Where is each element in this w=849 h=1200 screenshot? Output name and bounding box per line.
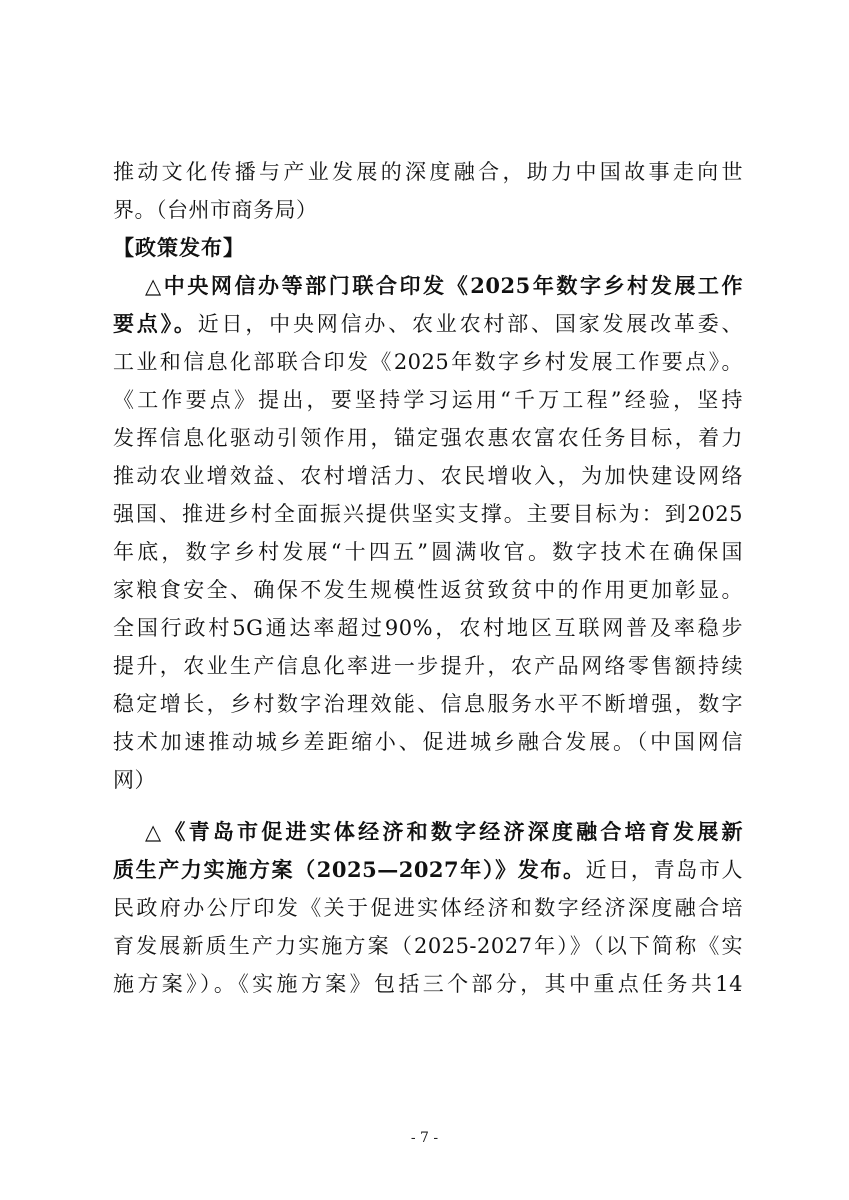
item1-title: △中央网信办等部门联合印发《2025年数字乡村发展工作 bbox=[145, 273, 743, 298]
item1-line: 工业和信息化部联合印发《2025年数字乡村发展工作要点》。 bbox=[113, 350, 743, 374]
section-heading: 【政策发布】 bbox=[113, 235, 245, 260]
document-body bbox=[113, 153, 743, 1003]
item2-text: 近日，青岛市人 bbox=[585, 858, 743, 882]
item1-line: 技术加速推动城乡差距缩小、促进城乡融合发展。（中国网信 bbox=[113, 730, 743, 754]
paragraph-gap bbox=[113, 799, 743, 813]
item1-line: 强国、推进乡村全面振兴提供坚实支撑。主要目标为：到2025 bbox=[113, 502, 743, 526]
item2-title: △《青岛市促进实体经济和数字经济深度融合培育发展新 bbox=[145, 819, 743, 844]
item1-line: 网） bbox=[113, 768, 156, 792]
item1-text: 近日，中央网信办、农业农村部、国家发展改革委、 bbox=[197, 312, 744, 336]
item1-line: 《工作要点》提出，要坚持学习运用“千万工程”经验，坚持 bbox=[113, 388, 743, 412]
item1-line: 家粮食安全、确保不发生规模性返贫致贫中的作用更加彰显。 bbox=[113, 578, 743, 602]
item2-line: 民政府办公厅印发《关于促进实体经济和数字经济深度融合培 bbox=[113, 896, 743, 920]
item2-line bbox=[113, 851, 743, 889]
item1-line: 发挥信息化驱动引领作用，锚定强农惠农富农任务目标，着力 bbox=[113, 426, 743, 450]
item2-line: 施方案》）。《实施方案》包括三个部分，其中重点任务共14 bbox=[113, 972, 743, 996]
intro-line: 推动文化传播与产业发展的深度融合，助力中国故事走向世 bbox=[113, 160, 743, 184]
item1-line bbox=[113, 305, 743, 343]
item1-line: 年底，数字乡村发展“十四五”圆满收官。数字技术在确保国 bbox=[113, 540, 743, 564]
intro-line: 界。（台州市商务局） bbox=[113, 198, 318, 222]
item1-line: 全国行政村5G通达率超过90%，农村地区互联网普及率稳步 bbox=[113, 616, 743, 640]
item2-title-end: 质生产力实施方案（2025—2027年）》发布。 bbox=[113, 857, 586, 882]
item1-line: 推动农业增效益、农村增活力、农民增收入，为加快建设网络 bbox=[113, 464, 743, 488]
item1-line: 稳定增长，乡村数字治理效能、信息服务水平不断增强，数字 bbox=[113, 692, 743, 716]
item1-line: 提升，农业生产信息化率进一步提升，农产品网络零售额持续 bbox=[113, 654, 743, 678]
item1-title-end: 要点》。 bbox=[113, 311, 198, 336]
page-number: - 7 - bbox=[410, 1130, 439, 1146]
item2-line: 育发展新质生产力实施方案（2025-2027年）》（以下简称《实 bbox=[113, 934, 743, 958]
